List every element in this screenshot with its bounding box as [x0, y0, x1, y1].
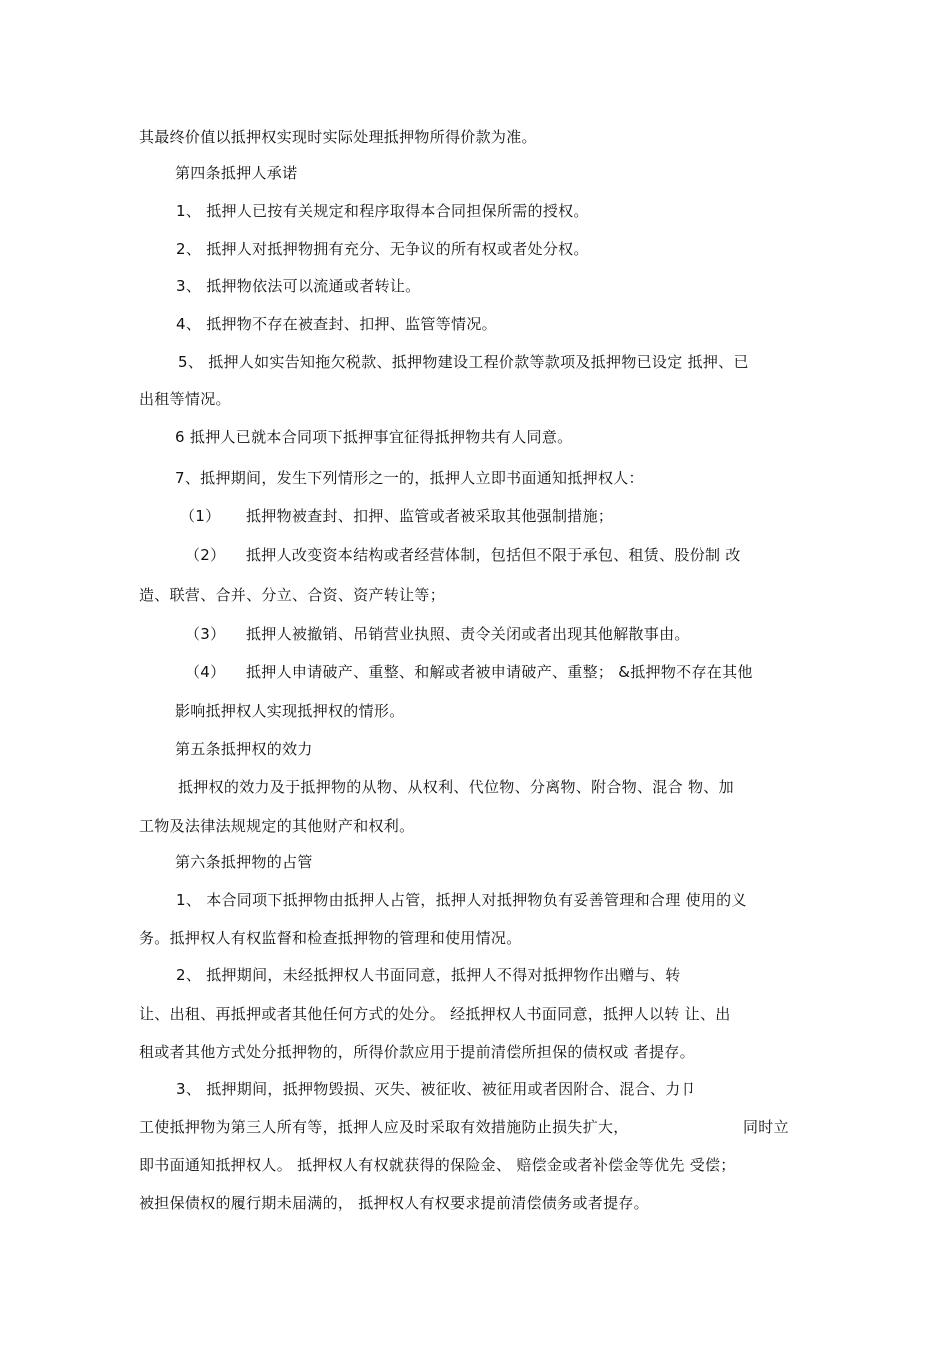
text-line: 其最终价值以抵押权实现时实际处理抵押物所得价款为准。	[139, 128, 537, 146]
text-line: 同时立	[743, 1118, 789, 1136]
list-item-text: 抵押物被查封、扣押、监管或者被采取其他强制措施；	[246, 507, 614, 525]
section-heading: 第五条抵押权的效力	[175, 740, 313, 758]
text-line: 5、 抵押人如实告知拖欠税款、抵押物建设工程价款等款项及抵押物已设定 抵押、已	[178, 353, 749, 371]
text-line: 出租等情况。	[139, 390, 231, 408]
text-line: 1、 抵押人已按有关规定和程序取得本合同担保所需的授权。	[176, 202, 589, 220]
text-line: 3、 抵押物依法可以流通或者转让。	[176, 277, 421, 295]
list-item-text: 抵押人被撤销、吊销营业执照、责令关闭或者出现其他解散事由。	[246, 625, 690, 643]
list-number: （1）	[180, 507, 221, 525]
text-line: 4、 抵押物不存在被查封、扣押、监管等情况。	[176, 315, 497, 333]
text-line: 工使抵押物为第三人所有等，抵押人应及时采取有效措施防止损失扩大，	[139, 1118, 629, 1136]
text-line: 被担保债权的履行期未届满的， 抵押权人有权要求提前清偿债务或者提存。	[139, 1194, 649, 1212]
text-line: 造、联营、合并、分立、合资、资产转让等；	[139, 586, 446, 604]
text-line: 工物及法律法规规定的其他财产和权利。	[139, 817, 415, 835]
text-line: 抵押权的效力及于抵押物的从物、从权利、代位物、分离物、附合物、混合 物、加	[178, 778, 734, 796]
text-line: 1、 本合同项下抵押物由抵押人占管，抵押人对抵押物负有妥善管理和合理 使用的义	[176, 891, 747, 909]
text-line: 7、抵押期间，发生下列情形之一的，抵押人立即书面通知抵押权人：	[175, 469, 644, 487]
section-heading: 第四条抵押人承诺	[175, 164, 298, 182]
text-line: 6 抵押人已就本合同项下抵押事宜征得抵押物共有人同意。	[175, 428, 573, 446]
text-line: 让、出租、再抵押或者其他任何方式的处分。 经抵押权人书面同意，抵押人以转 让、出	[139, 1005, 731, 1023]
list-number: （3）	[185, 625, 226, 643]
text-line: 2、 抵押人对抵押物拥有充分、无争议的所有权或者处分权。	[176, 240, 589, 258]
section-heading: 第六条抵押物的占管	[175, 853, 313, 871]
list-item-text: 抵押人申请破产、重整、和解或者被申请破产、重整； &抵押物不存在其他	[246, 663, 753, 681]
list-number: （4）	[185, 663, 226, 681]
text-line: 2、 抵押期间，未经抵押权人书面同意，抵押人不得对抵押物作出赠与、转	[176, 966, 681, 984]
text-line: 即书面通知抵押权人。 抵押权人有权就获得的保险金、 赔偿金或者补偿金等优先 受偿；	[139, 1156, 736, 1174]
list-item-text: 抵押人改变资本结构或者经营体制，包括但不限于承包、租赁、股份制 改	[246, 546, 741, 564]
text-line: 影响抵押权人实现抵押权的情形。	[175, 702, 405, 720]
text-line: 务。抵押权人有权监督和检查抵押物的管理和使用情况。	[139, 929, 522, 947]
list-number: （2）	[185, 546, 226, 564]
text-line: 租或者其他方式处分抵押物的，所得价款应用于提前清偿所担保的债权或 者提存。	[139, 1043, 695, 1061]
text-line: 3、 抵押期间，抵押物毁损、灭失、被征收、被征用或者因附合、混合、力卩	[176, 1080, 696, 1098]
